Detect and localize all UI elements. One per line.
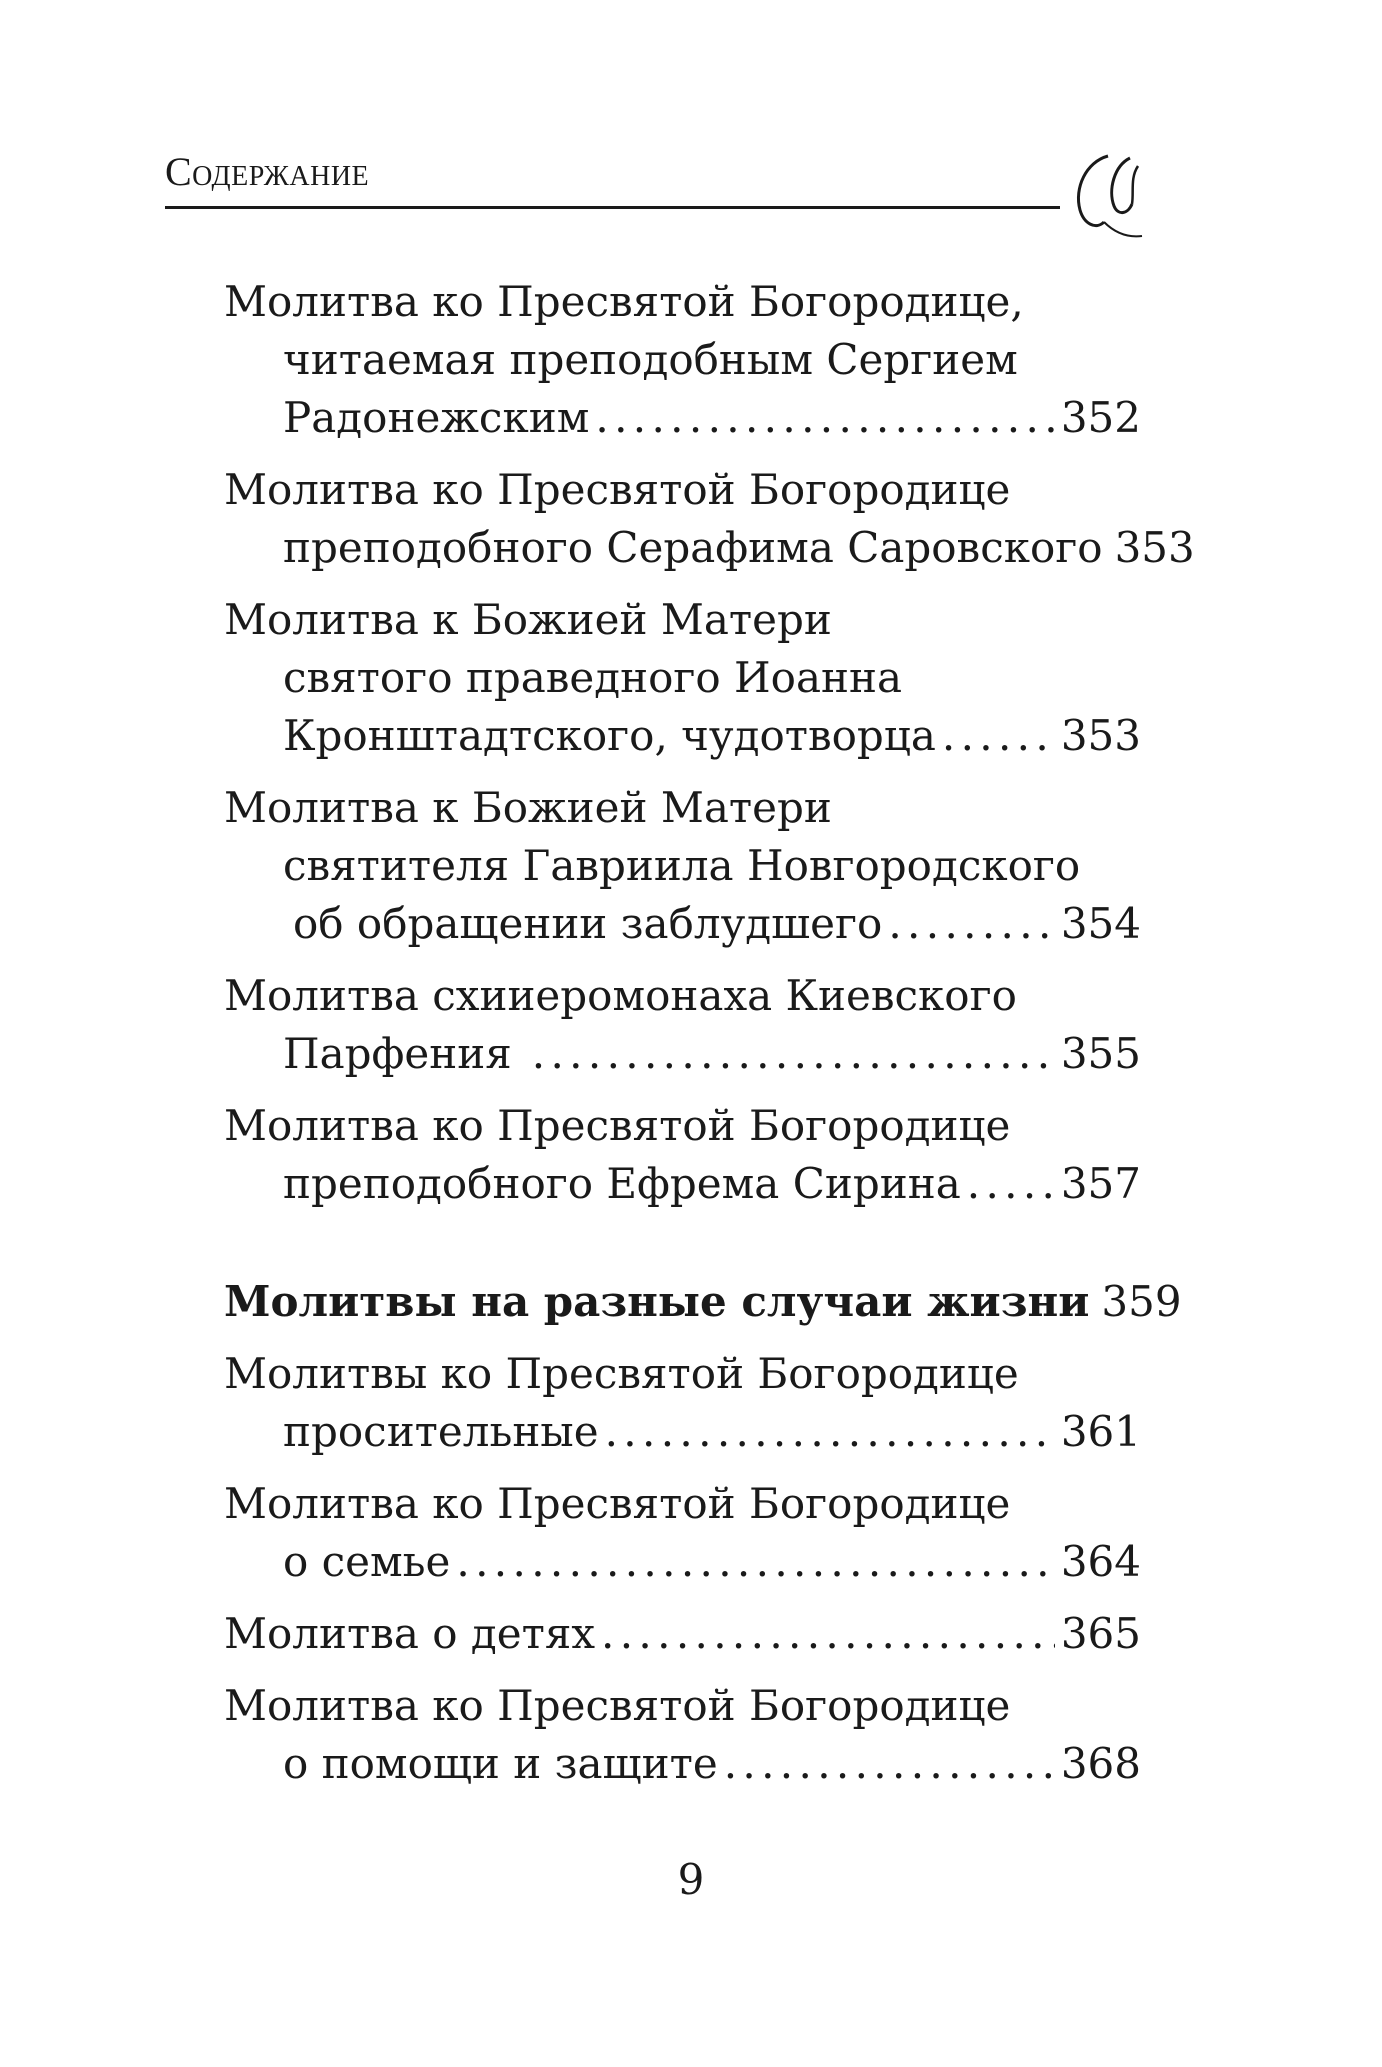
toc-entry-leader-line[interactable] [293,894,1141,954]
toc-page-number: 352 [1060,393,1141,442]
section-title: Молитвы на разные случаи жизни [224,1277,1090,1326]
toc-entry-title: Молитва ко Пресвятой Богородице, [224,277,1024,326]
header-rule [165,206,1060,209]
dot-leader [967,1154,1055,1214]
toc-entry-title-last: просительные [283,1407,599,1456]
dot-leader [532,1024,1055,1084]
dot-leader [942,706,1055,766]
page-number: 9 [677,1855,705,1904]
toc-section-heading[interactable] [224,1272,1182,1332]
toc-entry-leader-line[interactable] [283,1532,1141,1592]
toc-entry-title-cont: читаемая преподобным Сергием [283,335,1018,384]
toc-page-number: 353 [1060,711,1141,760]
toc-entry-title-last: об обращении заблудшего [293,899,883,948]
toc-entry-title: Молитва к Божией Матери [224,595,832,644]
toc-entry-title: Молитва ко Пресвятой Богородице [224,1479,1011,1528]
toc-entry-title: Молитва к Божией Матери [224,783,832,832]
toc-page-number: 359 [1101,1277,1182,1326]
toc-entry-title: Молитвы ко Пресвятой Богородице [224,1349,1019,1398]
ornament-icon [1068,148,1158,244]
toc-page-number: 364 [1060,1537,1141,1586]
toc-entry-title: Молитва ко Пресвятой Богородице [224,1681,1011,1730]
toc-entry-title-last: о семье [283,1537,451,1586]
toc-entry-title: Молитва о детях [224,1609,596,1658]
toc-page-number: 365 [1060,1609,1141,1658]
toc-entry-leader-line[interactable] [283,1024,1141,1084]
dot-leader [595,388,1054,448]
toc-page-number: 361 [1060,1407,1141,1456]
toc-entry-title-last: о помощи и защите [283,1739,718,1788]
toc-page-number: 368 [1060,1739,1141,1788]
toc-entry-leader-line[interactable] [283,518,1195,578]
toc-entry-title: Молитва ко Пресвятой Богородице [224,465,1011,514]
toc-entry-title-last: Парфения [283,1029,512,1078]
dot-leader [605,1402,1055,1462]
running-head: Содержание [165,149,370,194]
toc-entry-title: Молитва схииеромонаха Киевского [224,971,1017,1020]
dot-leader [601,1604,1055,1664]
toc-page-number: 353 [1114,523,1195,572]
toc-entry-title-cont: святителя Гавриила Новгородского [283,841,1081,890]
toc-entry-title-last: преподобного Ефрема Сирина [283,1159,961,1208]
toc-entry-title-last: Кронштадтского, чудотворца [283,711,936,760]
toc-entry-title-last: преподобного Серафима Саровского [283,523,1103,572]
toc-entry-leader-line[interactable] [283,1734,1141,1794]
toc-entry-leader-line[interactable] [283,1402,1141,1462]
dot-leader [456,1532,1054,1592]
toc-entry-leader-line[interactable] [283,388,1141,448]
toc-entry-leader-line[interactable] [283,706,1141,766]
toc-entry-title: Молитва ко Пресвятой Богородице [224,1101,1011,1150]
dot-leader [724,1734,1055,1794]
dot-leader [888,894,1054,954]
toc-page-number: 354 [1060,899,1141,948]
toc-entry-title-last: Радонежским [283,393,590,442]
toc-page-number: 355 [1060,1029,1141,1078]
toc-entry-leader-line[interactable] [224,1604,1141,1664]
toc-entry-title-cont: святого праведного Иоанна [283,653,903,702]
toc-page-number: 357 [1060,1159,1141,1208]
toc-entry-leader-line[interactable] [283,1154,1141,1214]
